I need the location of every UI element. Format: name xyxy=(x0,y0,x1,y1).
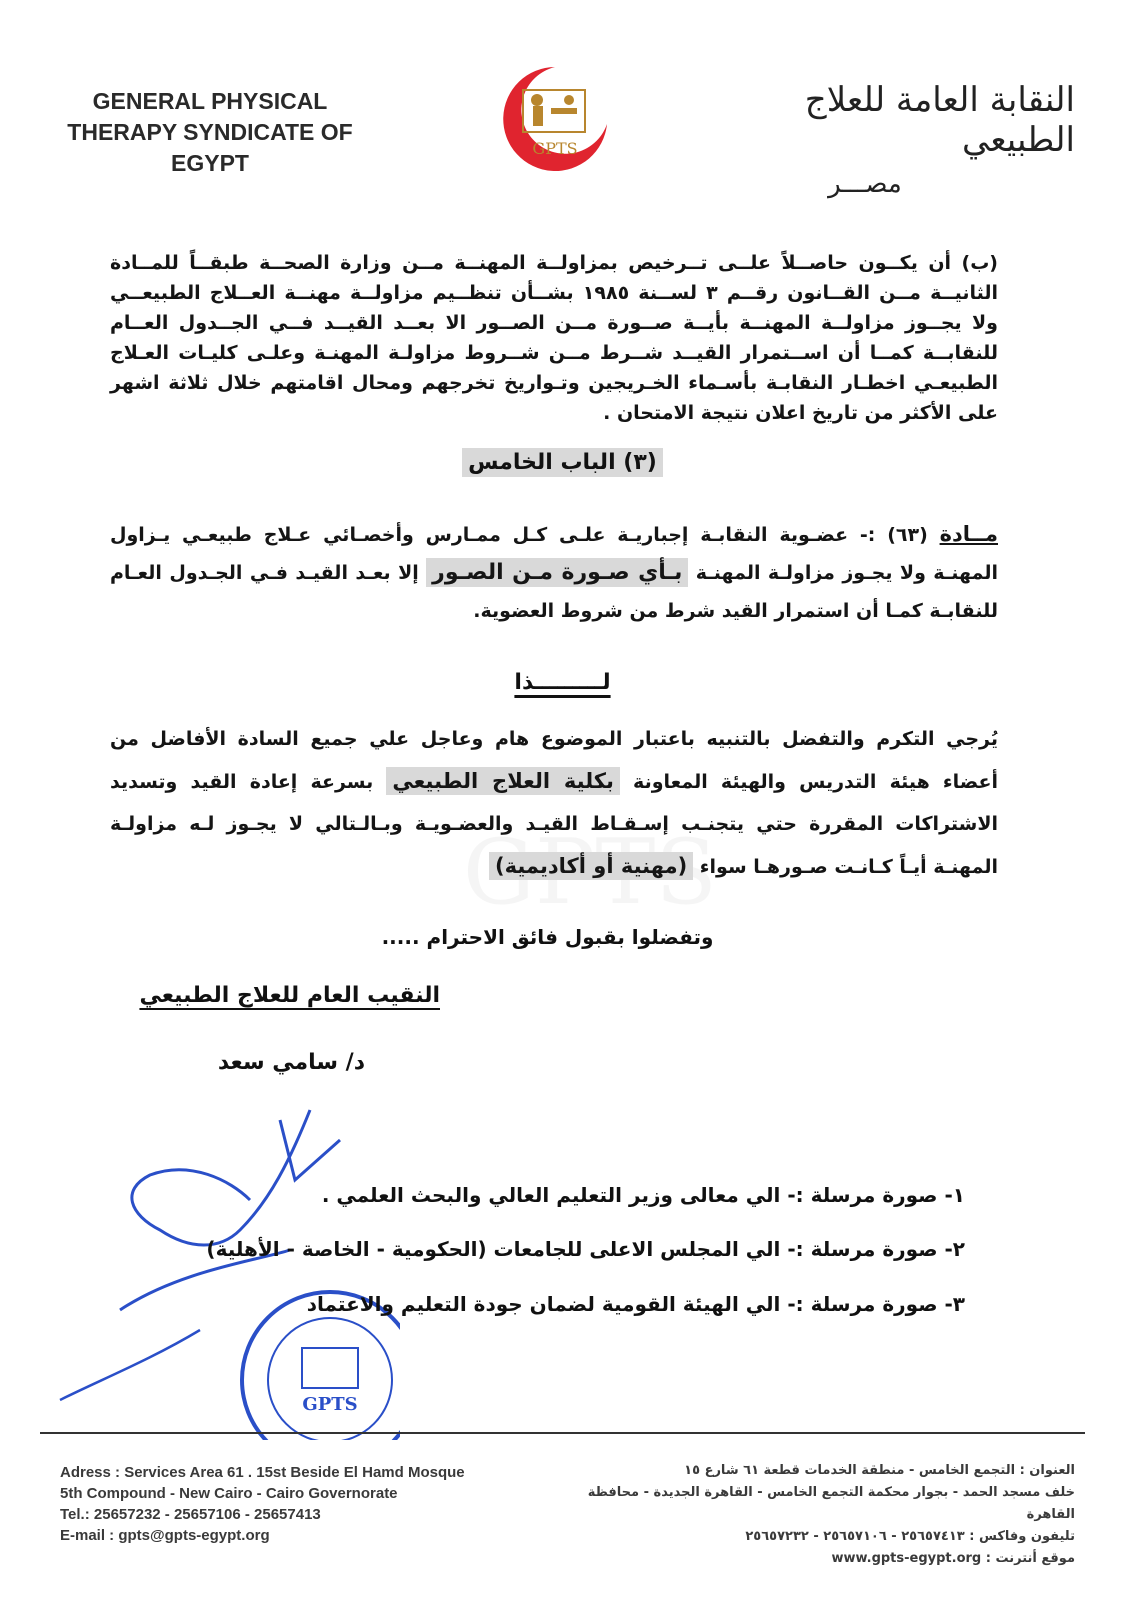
stamp-inner-ring xyxy=(268,1318,392,1440)
footer-address-line: 5th Compound - New Cairo - Cairo Governorate xyxy=(60,1485,398,1502)
footer-phone: تليفون وفاكس : ٢٥٦٥٧٤١٣ - ٢٥٦٥٧١٠٦ - ٢٥٦٥٧٢٣٢ xyxy=(745,1529,1075,1544)
copy-recipient-1: ١- صورة مرسلة :- الي معالى وزير التعليم العالي والبحث العلمي . xyxy=(321,1183,965,1207)
paragraph-b: (ب) أن يكــون حاصــلاً علــى تــرخيص بمزاولــة المهنــة مــن وزارة الصحــة طبقــاً للمــادة الثانيــة مــن القــانون رقــم ٣ لســنة ١٩٨٥ بشــأن تنظــيم مزاولــة مهنــة العــلاج الطبيعــي ولا يجــوز مزاولــة المهنــة بأيــة صــورة مــن الصــور الا بعــد القيــد فــي الجــدول العــام للنقابــة كمــا أن اســتمرار القيــد شــرط مــن شــروط مزاولـة المهنـة وعلـى كليـات العـلاج الطبيعـي اخطـار النقابـة بأسـماء الخـريجين وتـواريخ تخرجهم ومحال اقامتهم خلال ثلاثة اشهر على الأكثر من تاريخ اعلان نتيجة الامتحان . xyxy=(110,252,999,424)
footer-divider xyxy=(40,1432,1085,1434)
gpts-logo xyxy=(495,62,615,172)
article-label: مــادة xyxy=(939,522,998,546)
request-paragraph xyxy=(110,718,998,888)
request-highlight-faculty: بكلية العلاج الطبيعي xyxy=(386,767,619,795)
footer-address-line: العنوان : التجمع الخامس - منطقة الخدمات قطعة ٦١ شارع ١٥ xyxy=(684,1463,1075,1478)
handwritten-note xyxy=(60,1330,200,1400)
footer-arabic-address xyxy=(555,1460,1075,1570)
header-arabic-country: مصـــر xyxy=(828,169,902,199)
article-highlight: بـأي صـورة مـن الصـور xyxy=(426,558,688,587)
handwritten-signature xyxy=(120,1110,340,1310)
logo-text: GPTS xyxy=(532,139,578,158)
closing-line: وتفضلوا بقبول فائق الاحترام ..... xyxy=(381,925,714,949)
copy-recipient-2: ٢- صورة مرسلة :- الي المجلس الاعلى للجامعات (الحكومية - الخاصة - الأهلية) xyxy=(206,1237,965,1261)
signature-name: د/ سامي سعد xyxy=(217,1050,365,1075)
therefore-heading: لـــــــــذا xyxy=(514,670,611,695)
request-text-2: بسرعة إعادة القيد وتسديد الاشتراكات المقررة حتي يتجنـب إسـقـاط القيـد والعضـويـة وبـالـتالي لا يجـوز لـه مزاولـة المهنـة أيـاً كـانـت صـورهـا سواء xyxy=(110,771,998,878)
section-title-text: (٣) الباب الخامس xyxy=(462,448,663,477)
footer-phone: Tel.: 25657232 - 25657106 - 25657413 xyxy=(60,1506,321,1523)
section-title xyxy=(0,450,1125,475)
footer-email: E-mail : gpts@gpts-egypt.org xyxy=(60,1527,270,1544)
footer-english-address xyxy=(60,1462,540,1546)
copy-recipient-3: ٣- صورة مرسلة :- الي الهيئة القومية لضمان جودة التعليم والاعتماد xyxy=(306,1292,965,1316)
header-arabic-title: النقابة العامة للعلاج الطبيعي xyxy=(804,80,1075,160)
footer-website: موقع أنترنت : www.gpts-egypt.org xyxy=(831,1551,1075,1566)
article-text-1: (٦٣) :- عضـوية النقابـة إجباريـة علـى كـل ممـارس وأخصـائي عـلاج طبيعـي يـزاول المهنـة ولا يجـوز مزاولـة المهنـة xyxy=(110,524,998,584)
request-highlight-type: (مهنية أو أكاديمية) xyxy=(489,852,693,880)
footer-address-line: Adress : Services Area 61 . 15st Beside El Hamd Mosque xyxy=(60,1464,465,1481)
request-text-1: يُرجي التكرم والتفضل بالتنبيه باعتبار الموضوع هام وعاجل علي جميع السادة الأفاضل من أعضاء هيئة التدريس والهيئة المعاونة xyxy=(110,728,998,793)
header-arabic-name xyxy=(695,80,1075,204)
stamp-logo-text: GPTS xyxy=(302,1394,358,1415)
article-63 xyxy=(110,515,998,630)
article-text-2: إلا بعـد القيـد فـي الجـدول العـام للنقابـة كمـا أن استمرار القيد شرط من شروط العضوية. xyxy=(110,562,998,622)
footer-address-line: خلف مسجد الحمد - بجوار محكمة التجمع الخامس - القاهرة الجديدة - محافظة القاهرة xyxy=(587,1485,1075,1522)
signature-title: النقيب العام للعلاج الطبيعي xyxy=(139,983,440,1008)
header-english-name: GENERAL PHYSICAL THERAPY SYNDICATE OF EGYPT xyxy=(67,88,353,176)
